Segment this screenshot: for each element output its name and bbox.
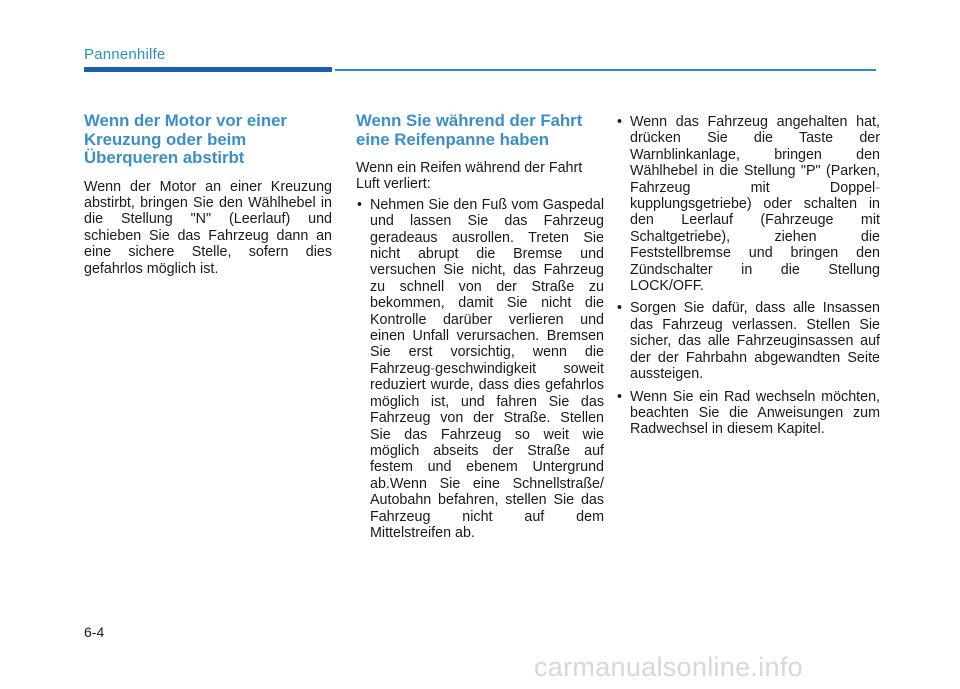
bullet-icon: • <box>357 196 363 213</box>
list-item-text: Nehmen Sie den Fuß vom Gaspedal und lassen Sie das Fahrzeug geradeaus ausrollen. Treten Sie nicht abrupt die Bremse und versuchen Sie nicht, das Fahrzeug zu schnell von der Straße zu bekommen, damit Sie nicht die Kontrolle darüber verlieren und einen Unfall verursachen. Bremsen Sie erst vorsichtig, wenn die Fahrzeug <box>370 196 604 377</box>
list-item-text: Wenn das Fahrzeug angehalten hat, drücken Sie die Taste der Warnblinkanlage, bringen den Wählhebel in die Stellung "P" (Parken, Fahrzeug mit Doppel <box>630 114 880 196</box>
column-left <box>84 112 332 277</box>
list-item-text-cont: kupplungsgetriebe) oder schalten in den Leerlauf (Fahrzeuge mit Schaltgetriebe), ziehen die Feststellbremse und bringen den Zündschalter in die Stellung LOCK/OFF. <box>630 196 880 295</box>
list-item-text-cont: geschwindigkeit soweit reduziert wurde, dass dies gefahrlos möglich ist, und fahren Sie das Fahrzeug von der Straße. Stellen Sie das Fahrzeug so weit wie möglich abseits der Straße auf festem und ebenem Untergrund ab.Wenn Sie eine Schnellstraße/ Autobahn befahren, stellen Sie das Fahrzeug nicht auf dem Mittelstreifen ab. <box>370 360 604 541</box>
hyphen-mark: - <box>430 360 436 377</box>
list-item-text: Wenn Sie ein Rad wechseln möchten, beachten Sie die Anweisungen zum Radwechsel in diesem Kapitel. <box>630 388 880 438</box>
paragraph-flat-tire-intro: Wenn ein Reifen während der Fahrt Luft verliert: <box>356 160 583 193</box>
paragraph-engine-stall: Wenn der Motor an einer Kreuzung abstirbt, bringen Sie den Wählhebel in die Stellung "N" (Leerlauf) und schieben Sie das Fahrzeug dann an eine sichere Stelle, sofern dies gefahrlos möglich ist. <box>84 178 332 277</box>
header-rule-thin <box>335 69 876 71</box>
bullet-icon: • <box>617 388 623 405</box>
bullet-icon: • <box>617 114 623 130</box>
hyphen-mark: - <box>875 179 880 196</box>
heading-flat-tire: Wenn Sie während der Fahrt eine Reifenpanne haben <box>356 111 583 149</box>
bullet-icon: • <box>617 300 623 317</box>
list-item <box>616 114 880 294</box>
column-right <box>616 114 880 444</box>
column-middle <box>356 112 604 547</box>
list-item <box>616 389 880 438</box>
watermark-text: carmanualsonline.info <box>534 652 803 682</box>
bullet-list-right <box>616 114 880 438</box>
header-rule-thick <box>84 67 332 72</box>
page-number: 6-4 <box>84 624 105 640</box>
section-title: Pannenhilfe <box>84 46 166 63</box>
heading-engine-stall: Wenn der Motor vor einer Kreuzung oder beim Überqueren abstirbt <box>84 111 287 167</box>
list-item <box>356 197 604 542</box>
bullet-list-middle <box>356 197 604 542</box>
list-item-text: Sorgen Sie dafür, dass alle Insassen das Fahrzeug verlassen. Stellen Sie sicher, das alle Fahrzeuginsassen auf der der Fahrbahn abgewandten Seite aussteigen. <box>630 300 880 383</box>
list-item <box>616 300 880 382</box>
